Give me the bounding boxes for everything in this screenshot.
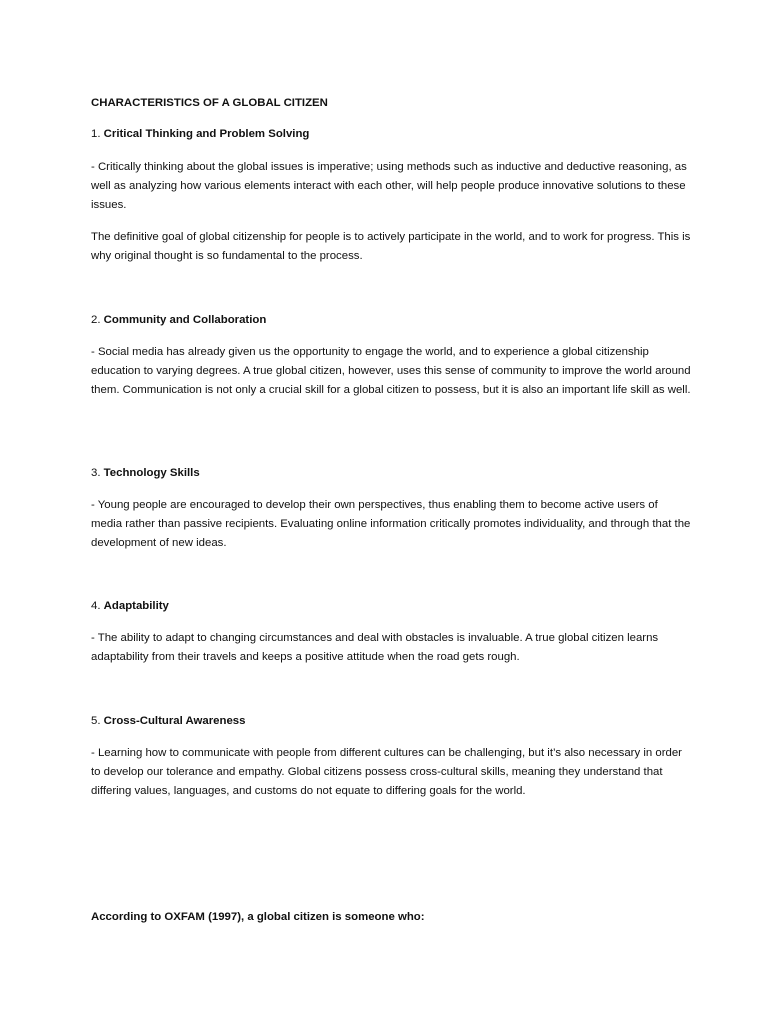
section-4-paragraph-1: - The ability to adapt to changing circumstances and deal with obstacles is invaluable. A true global citizen learns adaptability from their travels and keeps a positive attitude when the road gets rough. <box>91 632 659 663</box>
section-number: 2. <box>91 314 101 326</box>
section-1-paragraph-2: The definitive goal of global citizenship for people is to actively participate in the world, and to work for progress. This is why original thought is so fundamental to the process. <box>91 231 691 262</box>
section-2-paragraph-1: - Social media has already given us the opportunity to engage the world, and to experience a global citizenship education to varying degrees. A true global citizen, however, uses this sense of community to improve the world around them. Communication is not only a crucial skill for a global citizen to possess, but it is also an important life skill as well. <box>91 346 691 396</box>
section-heading-5 <box>91 712 691 731</box>
closing-statement: According to OXFAM (1997), a global citizen is someone who: <box>91 911 425 923</box>
section-heading-2 <box>91 311 691 330</box>
section-number: 4. <box>91 600 101 612</box>
section-heading-3 <box>91 464 691 483</box>
section-title: Adaptability <box>103 600 169 612</box>
section-title: Critical Thinking and Problem Solving <box>103 128 310 140</box>
document-title: CHARACTERISTICS OF A GLOBAL CITIZEN <box>91 97 328 109</box>
section-title: Cross-Cultural Awareness <box>103 715 246 727</box>
section-5-paragraph-1: - Learning how to communicate with people from different cultures can be challenging, but it’s also necessary in order to develop our tolerance and empathy. Global citizens possess cross-cultural skills, meaning they understand that differing values, languages, and customs do not equate to differing goals for the world. <box>91 747 682 797</box>
section-number: 5. <box>91 715 101 727</box>
section-heading-1 <box>91 125 691 144</box>
section-number: 3. <box>91 467 101 479</box>
section-number: 1. <box>91 128 101 140</box>
section-1-paragraph-1: - Critically thinking about the global issues is imperative; using methods such as inductive and deductive reasoning, as well as analyzing how various elements interact with each other, will help people produce innovative solutions to these issues. <box>91 161 687 211</box>
section-3-paragraph-1: - Young people are encouraged to develop their own perspectives, thus enabling them to become active users of media rather than passive recipients. Evaluating online information critically promotes individuality, and through that the development of new ideas. <box>91 499 691 549</box>
section-title: Community and Collaboration <box>103 314 267 326</box>
section-title: Technology Skills <box>103 467 200 479</box>
section-heading-4 <box>91 597 691 616</box>
